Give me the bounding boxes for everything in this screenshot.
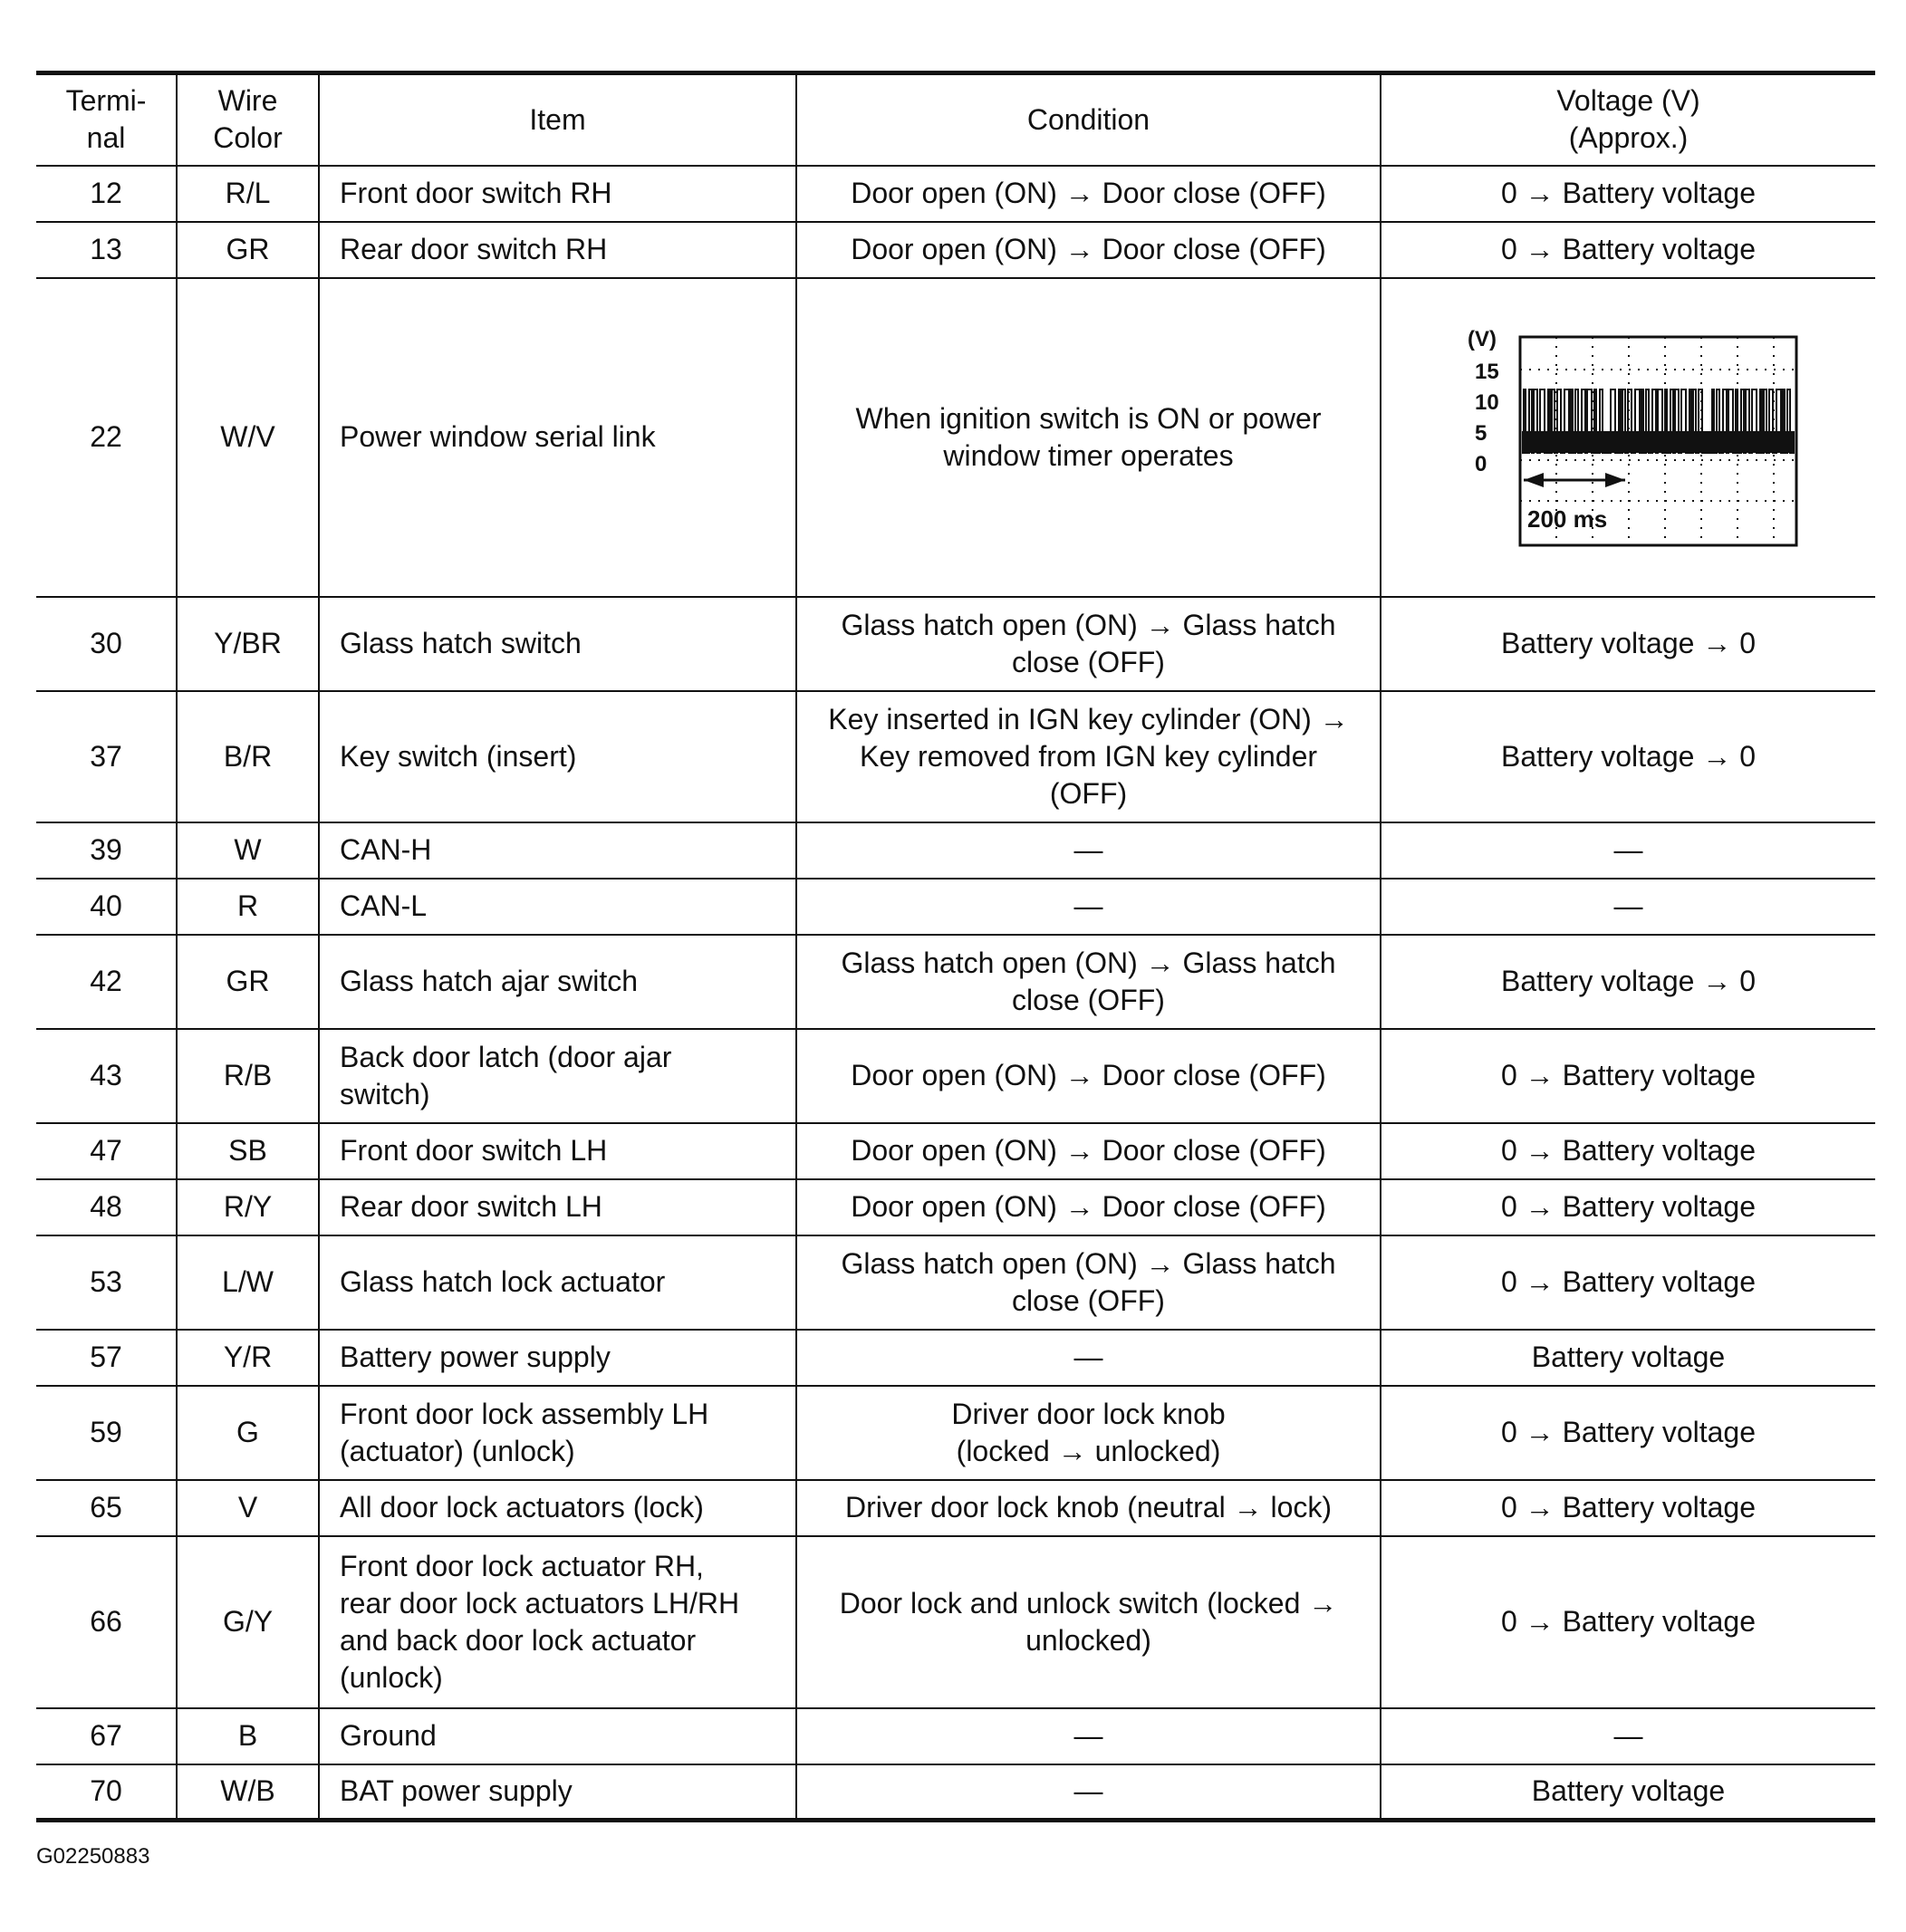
item-cell: Ground [319, 1708, 796, 1764]
condition-cell: Driver door lock knob (neutral → lock) [796, 1480, 1381, 1536]
header-item: Item [319, 73, 796, 166]
y-tick-label: 15 [1474, 359, 1499, 384]
condition-cell: Glass hatch open (ON) → Glass hatch close (OFF) [796, 597, 1381, 691]
terminal-cell: 53 [36, 1235, 177, 1330]
voltage-cell: Battery voltage [1381, 1764, 1875, 1821]
terminal-cell: 48 [36, 1179, 177, 1235]
condition-cell: Door open (ON) → Door close (OFF) [796, 222, 1381, 278]
condition-cell: When ignition switch is ON or power window timer operates [796, 278, 1381, 597]
header-condition: Condition [796, 73, 1381, 166]
waveform-baseline-band [1522, 431, 1795, 453]
terminal-cell: 40 [36, 879, 177, 935]
terminal-cell: 67 [36, 1708, 177, 1764]
time-marker-arrow-left [1524, 473, 1544, 487]
wire-color-cell: W/V [177, 278, 319, 597]
voltage-cell: 0 → Battery voltage [1381, 1179, 1875, 1235]
table-row [36, 166, 1875, 222]
terminal-voltage-table [36, 71, 1875, 1822]
item-cell: BAT power supply [319, 1764, 796, 1821]
item-cell: Glass hatch ajar switch [319, 935, 796, 1029]
condition-cell: — [796, 1764, 1381, 1821]
wire-color-cell: L/W [177, 1235, 319, 1330]
terminal-cell: 39 [36, 822, 177, 879]
wire-color-cell: R/Y [177, 1179, 319, 1235]
wire-color-cell: Y/R [177, 1330, 319, 1386]
terminal-cell: 42 [36, 935, 177, 1029]
terminal-cell: 43 [36, 1029, 177, 1123]
item-cell: Battery power supply [319, 1330, 796, 1386]
wire-color-cell: GR [177, 935, 319, 1029]
terminal-cell: 13 [36, 222, 177, 278]
table-row [36, 691, 1875, 822]
item-cell: Back door latch (door ajar switch) [319, 1029, 796, 1123]
terminal-cell: 59 [36, 1386, 177, 1480]
header-row [36, 73, 1875, 166]
table-row [36, 222, 1875, 278]
y-tick-label: 10 [1474, 389, 1499, 415]
condition-cell: Key inserted in IGN key cylinder (ON) → Key removed from IGN key cylinder (OFF) [796, 691, 1381, 822]
voltage-cell: Battery voltage → 0 [1381, 691, 1875, 822]
header-voltage: Voltage (V) (Approx.) [1381, 73, 1875, 166]
voltage-unit-label: (V) [1467, 326, 1497, 351]
wire-color-cell: W/B [177, 1764, 319, 1821]
voltage-cell: 0 → Battery voltage [1381, 1029, 1875, 1123]
table-row [36, 1029, 1875, 1123]
header-terminal: Termi- nal [36, 73, 177, 166]
table-row [36, 822, 1875, 879]
wire-color-cell: V [177, 1480, 319, 1536]
wire-color-cell: B [177, 1708, 319, 1764]
wire-color-cell: SB [177, 1123, 319, 1179]
voltage-cell: Battery voltage [1381, 1330, 1875, 1386]
terminal-cell: 66 [36, 1536, 177, 1708]
table-row [36, 1235, 1875, 1330]
wire-color-cell: Y/BR [177, 597, 319, 691]
voltage-cell: 0 → Battery voltage [1381, 1480, 1875, 1536]
wire-color-cell: R [177, 879, 319, 935]
item-cell: CAN-L [319, 879, 796, 935]
item-cell: Glass hatch switch [319, 597, 796, 691]
item-cell: Front door lock assembly LH (actuator) (unlock) [319, 1386, 796, 1480]
item-cell: Key switch (insert) [319, 691, 796, 822]
item-cell: Front door lock actuator RH, rear door lock actuators LH/RH and back door lock actuator (unlock) [319, 1536, 796, 1708]
table-row [36, 597, 1875, 691]
terminal-cell: 70 [36, 1764, 177, 1821]
figure-code: G02250883 [36, 1844, 150, 1869]
condition-cell: Driver door lock knob (locked → unlocked) [796, 1386, 1381, 1480]
voltage-cell: 0 → Battery voltage [1381, 1235, 1875, 1330]
condition-cell: — [796, 822, 1381, 879]
condition-cell: Door open (ON) → Door close (OFF) [796, 1179, 1381, 1235]
table-row [36, 1708, 1875, 1764]
table-row [36, 278, 1875, 597]
voltage-cell: 0 → Battery voltage [1381, 166, 1875, 222]
voltage-cell: Battery voltage → 0 [1381, 935, 1875, 1029]
terminal-cell: 30 [36, 597, 177, 691]
time-scale-label: 200 ms [1526, 505, 1607, 533]
terminal-cell: 12 [36, 166, 177, 222]
table-row [36, 1764, 1875, 1821]
table-row [36, 1386, 1875, 1480]
wire-color-cell: W [177, 822, 319, 879]
voltage-cell: — [1381, 822, 1875, 879]
voltage-waveform-cell [1381, 278, 1875, 597]
condition-cell: Door open (ON) → Door close (OFF) [796, 1123, 1381, 1179]
wire-color-cell: G [177, 1386, 319, 1480]
voltage-cell: Battery voltage → 0 [1381, 597, 1875, 691]
item-cell: All door lock actuators (lock) [319, 1480, 796, 1536]
y-tick-label: 5 [1474, 420, 1487, 446]
table-row [36, 879, 1875, 935]
item-cell: CAN-H [319, 822, 796, 879]
terminal-cell: 47 [36, 1123, 177, 1179]
voltage-cell: 0 → Battery voltage [1381, 1536, 1875, 1708]
item-cell: Front door switch RH [319, 166, 796, 222]
condition-cell: — [796, 1708, 1381, 1764]
y-tick-label: 0 [1474, 451, 1487, 476]
table-row [36, 1330, 1875, 1386]
table-row [36, 1179, 1875, 1235]
wire-color-cell: R/L [177, 166, 319, 222]
condition-cell: — [796, 879, 1381, 935]
wire-color-cell: GR [177, 222, 319, 278]
table-row [36, 1123, 1875, 1179]
condition-cell: Glass hatch open (ON) → Glass hatch close (OFF) [796, 1235, 1381, 1330]
condition-cell: Door lock and unlock switch (locked → unlocked) [796, 1536, 1381, 1708]
terminal-cell: 37 [36, 691, 177, 822]
table-row [36, 1480, 1875, 1536]
voltage-cell: — [1381, 879, 1875, 935]
item-cell: Power window serial link [319, 278, 796, 597]
voltage-cell: 0 → Battery voltage [1381, 222, 1875, 278]
item-cell: Rear door switch LH [319, 1179, 796, 1235]
waveform-graph [1457, 324, 1801, 551]
wire-color-cell: R/B [177, 1029, 319, 1123]
item-cell: Front door switch LH [319, 1123, 796, 1179]
condition-cell: Glass hatch open (ON) → Glass hatch close (OFF) [796, 935, 1381, 1029]
terminal-cell: 65 [36, 1480, 177, 1536]
item-cell: Rear door switch RH [319, 222, 796, 278]
item-cell: Glass hatch lock actuator [319, 1235, 796, 1330]
condition-cell: — [796, 1330, 1381, 1386]
terminal-cell: 57 [36, 1330, 177, 1386]
table-row [36, 1536, 1875, 1708]
voltage-cell: 0 → Battery voltage [1381, 1123, 1875, 1179]
header-wire-color: Wire Color [177, 73, 319, 166]
condition-cell: Door open (ON) → Door close (OFF) [796, 166, 1381, 222]
condition-cell: Door open (ON) → Door close (OFF) [796, 1029, 1381, 1123]
table-row [36, 935, 1875, 1029]
time-marker-arrow-right [1605, 473, 1625, 487]
voltage-cell: 0 → Battery voltage [1381, 1386, 1875, 1480]
wire-color-cell: B/R [177, 691, 319, 822]
wire-color-cell: G/Y [177, 1536, 319, 1708]
voltage-cell: — [1381, 1708, 1875, 1764]
terminal-cell: 22 [36, 278, 177, 597]
